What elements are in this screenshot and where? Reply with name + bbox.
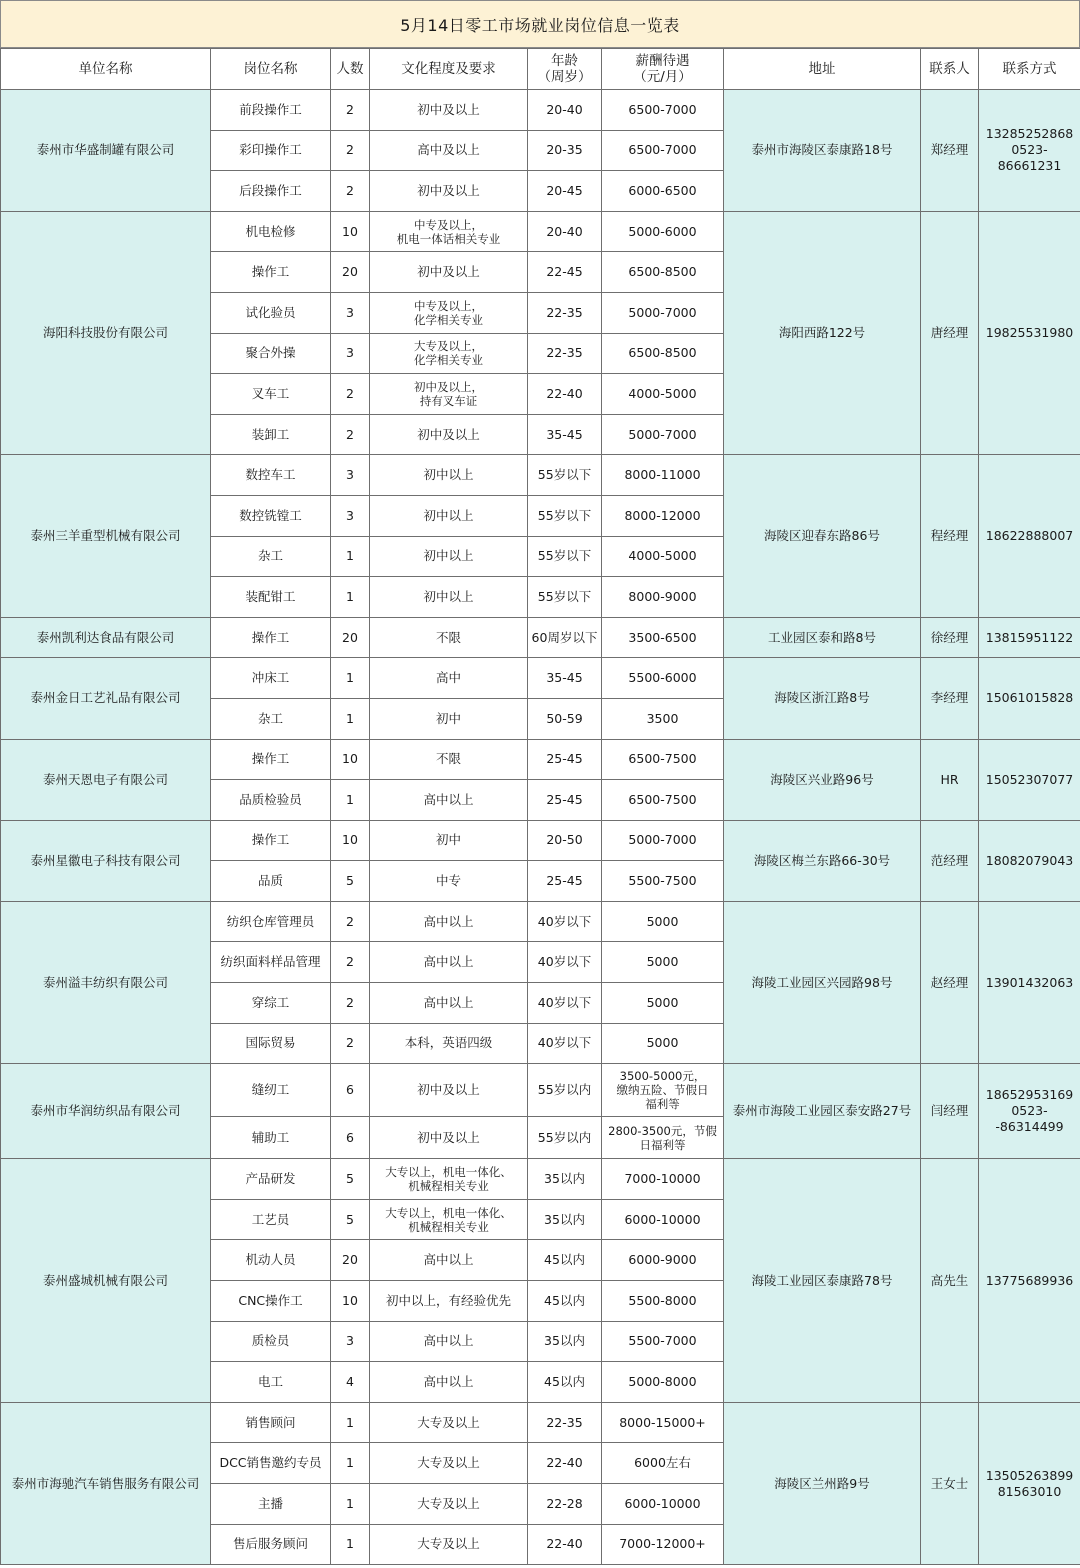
job-position: 前段操作工 [211,90,331,131]
job-age: 22-35 [528,1402,602,1443]
job-education: 初中及以上 [370,414,528,455]
header-phone: 联系方式 [979,49,1080,90]
job-education: 初中及以上 [370,171,528,212]
job-count: 1 [331,536,370,577]
job-age: 55岁以下 [528,455,602,496]
job-count: 10 [331,211,370,252]
job-salary: 8000-12000 [602,495,724,536]
job-position: 装卸工 [211,414,331,455]
job-salary: 7000-12000+ [602,1524,724,1565]
job-education: 初中以上 [370,455,528,496]
table-row [1,901,1080,942]
job-position: 杂工 [211,698,331,739]
job-age: 25-45 [528,739,602,780]
job-education: 高中及以上 [370,130,528,171]
job-count: 6 [331,1064,370,1117]
job-count: 2 [331,1023,370,1064]
company-address: 海阳西路122号 [724,211,921,455]
job-education: 大专及以上 [370,1443,528,1484]
job-age: 55岁以下 [528,495,602,536]
job-position: 品质检验员 [211,780,331,821]
company-phone: 15052307077 [979,739,1080,820]
job-age: 55岁以下 [528,536,602,577]
company-contact: 徐经理 [921,617,979,658]
job-position: 杂工 [211,536,331,577]
job-age: 60周岁以下 [528,617,602,658]
company-contact: 李经理 [921,658,979,739]
job-salary: 8000-15000+ [602,1402,724,1443]
company-contact: 王女士 [921,1402,979,1564]
table-row [1,820,1080,861]
company-phone: 13815951122 [979,617,1080,658]
company-name: 泰州凯利达食品有限公司 [1,617,211,658]
job-education: 初中及以上 [370,90,528,131]
job-age: 20-50 [528,820,602,861]
job-count: 10 [331,1281,370,1322]
job-age: 35以内 [528,1159,602,1200]
job-count: 3 [331,495,370,536]
job-position: 产品研发 [211,1159,331,1200]
job-education: 高中以上 [370,1321,528,1362]
page-title: 5月14日零工市场就业岗位信息一览表 [0,0,1080,48]
job-count: 10 [331,739,370,780]
job-age: 55岁以内 [528,1064,602,1117]
job-salary: 5000 [602,901,724,942]
table-body [1,90,1080,1565]
job-age: 40岁以下 [528,942,602,983]
job-age: 40岁以下 [528,1023,602,1064]
job-education: 大专及以上 [370,1402,528,1443]
company-address: 海陵工业园区兴园路98号 [724,901,921,1063]
job-education: 中专及以上， 化学相关专业 [370,292,528,333]
job-count: 5 [331,1159,370,1200]
job-age: 22-35 [528,292,602,333]
job-education: 初中以上 [370,577,528,618]
job-salary: 6500-7500 [602,780,724,821]
job-education: 不限 [370,739,528,780]
table-row [1,1064,1080,1117]
job-education: 初中及以上 [370,1064,528,1117]
company-address: 海陵区兰州路9号 [724,1402,921,1564]
header-age: 年龄 （周岁） [528,49,602,90]
company-name: 泰州市华盛制罐有限公司 [1,90,211,212]
company-address: 海陵区梅兰东路66-30号 [724,820,921,901]
job-salary: 7000-10000 [602,1159,724,1200]
job-salary: 5500-8000 [602,1281,724,1322]
job-count: 2 [331,983,370,1024]
job-position: 聚合外操 [211,333,331,374]
header-contact: 联系人 [921,49,979,90]
job-age: 40岁以下 [528,983,602,1024]
job-count: 6 [331,1117,370,1159]
job-count: 2 [331,901,370,942]
job-age: 20-40 [528,211,602,252]
job-position: 后段操作工 [211,171,331,212]
job-salary: 6000左右 [602,1443,724,1484]
job-position: 试化验员 [211,292,331,333]
company-name: 泰州溢丰纺织有限公司 [1,901,211,1063]
job-age: 22-45 [528,252,602,293]
job-age: 35以内 [528,1199,602,1240]
table-row [1,455,1080,496]
company-name: 泰州市华润纺织品有限公司 [1,1064,211,1159]
job-education: 高中以上 [370,942,528,983]
job-salary: 3500-6500 [602,617,724,658]
job-age: 45以内 [528,1240,602,1281]
company-address: 海陵工业园区泰康路78号 [724,1159,921,1403]
job-count: 2 [331,374,370,415]
company-name: 泰州三羊重型机械有限公司 [1,455,211,617]
company-address: 泰州市海陵工业园区泰安路27号 [724,1064,921,1159]
job-position: 操作工 [211,252,331,293]
job-count: 1 [331,698,370,739]
job-count: 1 [331,658,370,699]
job-age: 35-45 [528,414,602,455]
job-count: 5 [331,1199,370,1240]
company-name: 泰州市海驰汽车销售服务有限公司 [1,1402,211,1564]
job-salary: 6000-6500 [602,171,724,212]
job-age: 25-45 [528,780,602,821]
job-salary: 5000 [602,1023,724,1064]
job-position: 操作工 [211,820,331,861]
job-salary: 5500-7500 [602,861,724,902]
job-age: 45以内 [528,1362,602,1403]
job-salary: 6500-8500 [602,252,724,293]
job-salary: 8000-11000 [602,455,724,496]
job-count: 1 [331,1524,370,1565]
company-name: 海阳科技股份有限公司 [1,211,211,455]
job-count: 1 [331,577,370,618]
job-count: 3 [331,292,370,333]
job-salary: 5000-7000 [602,820,724,861]
job-position: 冲床工 [211,658,331,699]
job-age: 22-40 [528,1443,602,1484]
job-age: 20-35 [528,130,602,171]
job-salary: 6000-10000 [602,1484,724,1525]
job-education: 不限 [370,617,528,658]
job-position: 电工 [211,1362,331,1403]
job-position: 操作工 [211,739,331,780]
job-education: 大专以上，机电一体化、 机械程相关专业 [370,1199,528,1240]
job-count: 2 [331,414,370,455]
job-age: 22-28 [528,1484,602,1525]
job-salary: 5000 [602,983,724,1024]
job-position: DCC销售邀约专员 [211,1443,331,1484]
job-salary: 4000-5000 [602,536,724,577]
table-row [1,1159,1080,1200]
company-contact: 高先生 [921,1159,979,1403]
job-position: 操作工 [211,617,331,658]
header-position: 岗位名称 [211,49,331,90]
company-contact: HR [921,739,979,820]
company-address: 泰州市海陵区泰康路18号 [724,90,921,212]
job-count: 2 [331,171,370,212]
header-row [1,49,1080,90]
job-age: 22-40 [528,374,602,415]
header-salary: 薪酬待遇 （元/月） [602,49,724,90]
table-row [1,617,1080,658]
job-salary: 6000-10000 [602,1199,724,1240]
company-contact: 闫经理 [921,1064,979,1159]
job-count: 20 [331,1240,370,1281]
table-row [1,90,1080,131]
job-position: 缝纫工 [211,1064,331,1117]
job-age: 55岁以下 [528,577,602,618]
job-salary: 5000-6000 [602,211,724,252]
job-position: 叉车工 [211,374,331,415]
job-salary: 6500-7000 [602,90,724,131]
company-phone: 13285252868 0523-86661231 [979,90,1080,212]
job-education: 高中以上 [370,983,528,1024]
job-age: 20-45 [528,171,602,212]
job-age: 35-45 [528,658,602,699]
job-education: 初中 [370,820,528,861]
company-name: 泰州金日工艺礼品有限公司 [1,658,211,739]
company-contact: 范经理 [921,820,979,901]
company-phone: 18082079043 [979,820,1080,901]
job-count: 20 [331,617,370,658]
job-count: 1 [331,1402,370,1443]
job-education: 高中 [370,658,528,699]
job-count: 3 [331,455,370,496]
job-position: 穿综工 [211,983,331,1024]
company-address: 海陵区迎春东路86号 [724,455,921,617]
job-position: 彩印操作工 [211,130,331,171]
job-education: 大专及以上， 化学相关专业 [370,333,528,374]
job-education: 大专及以上 [370,1484,528,1525]
job-salary: 2800-3500元，节假 日福利等 [602,1117,724,1159]
job-count: 5 [331,861,370,902]
job-education: 大专以上，机电一体化、 机械程相关专业 [370,1159,528,1200]
job-count: 2 [331,90,370,131]
job-education: 初中及以上 [370,252,528,293]
job-age: 55岁以内 [528,1117,602,1159]
company-contact: 程经理 [921,455,979,617]
job-position: 纺织面料样品管理 [211,942,331,983]
job-education: 初中 [370,698,528,739]
job-position: 装配钳工 [211,577,331,618]
job-education: 初中以上 [370,495,528,536]
job-salary: 5000-7000 [602,292,724,333]
job-salary: 6500-7000 [602,130,724,171]
job-salary: 5000 [602,942,724,983]
job-position: 机动人员 [211,1240,331,1281]
job-position: 机电检修 [211,211,331,252]
job-education: 初中以上 [370,536,528,577]
job-count: 4 [331,1362,370,1403]
job-education: 高中以上 [370,901,528,942]
jobs-table [0,48,1080,1565]
header-count: 人数 [331,49,370,90]
job-salary: 6500-7500 [602,739,724,780]
job-education: 高中以上 [370,1240,528,1281]
job-position: 辅助工 [211,1117,331,1159]
job-salary: 8000-9000 [602,577,724,618]
job-position: 品质 [211,861,331,902]
job-age: 22-35 [528,333,602,374]
header-education: 文化程度及要求 [370,49,528,90]
company-name: 泰州天恩电子有限公司 [1,739,211,820]
job-count: 3 [331,333,370,374]
job-position: 质检员 [211,1321,331,1362]
job-education: 初中及以上， 持有叉车证 [370,374,528,415]
job-salary: 5500-6000 [602,658,724,699]
header-address: 地址 [724,49,921,90]
job-age: 22-40 [528,1524,602,1565]
table-row [1,658,1080,699]
company-phone: 13901432063 [979,901,1080,1063]
job-position: 纺织仓库管理员 [211,901,331,942]
job-education: 中专 [370,861,528,902]
job-salary: 4000-5000 [602,374,724,415]
company-phone: 13505263899 81563010 [979,1402,1080,1564]
job-education: 大专及以上 [370,1524,528,1565]
job-salary: 5500-7000 [602,1321,724,1362]
company-contact: 赵经理 [921,901,979,1063]
company-address: 工业园区泰和路8号 [724,617,921,658]
job-position: 数控车工 [211,455,331,496]
company-contact: 郑经理 [921,90,979,212]
job-count: 1 [331,1443,370,1484]
job-count: 3 [331,1321,370,1362]
job-position: 销售顾问 [211,1402,331,1443]
job-education: 中专及以上， 机电一体话相关专业 [370,211,528,252]
job-count: 2 [331,942,370,983]
job-salary: 5000-7000 [602,414,724,455]
job-education: 高中以上 [370,780,528,821]
company-address: 海陵区兴业路96号 [724,739,921,820]
job-count: 20 [331,252,370,293]
job-age: 25-45 [528,861,602,902]
job-age: 40岁以下 [528,901,602,942]
job-position: CNC操作工 [211,1281,331,1322]
job-age: 45以内 [528,1281,602,1322]
job-count: 1 [331,780,370,821]
job-salary: 6500-8500 [602,333,724,374]
job-education: 初中及以上 [370,1117,528,1159]
job-salary: 3500 [602,698,724,739]
company-phone: 18622888007 [979,455,1080,617]
company-phone: 18652953169 0523--86314499 [979,1064,1080,1159]
job-position: 主播 [211,1484,331,1525]
job-education: 高中以上 [370,1362,528,1403]
job-count: 2 [331,130,370,171]
table-row [1,739,1080,780]
job-age: 20-40 [528,90,602,131]
company-phone: 19825531980 [979,211,1080,455]
job-position: 售后服务顾问 [211,1524,331,1565]
job-salary: 6000-9000 [602,1240,724,1281]
header-company: 单位名称 [1,49,211,90]
job-salary: 3500-5000元， 缴纳五险、节假日 福利等 [602,1064,724,1117]
job-count: 1 [331,1484,370,1525]
table-row [1,211,1080,252]
job-education: 初中以上，有经验优先 [370,1281,528,1322]
company-name: 泰州星徽电子科技有限公司 [1,820,211,901]
job-education: 本科，英语四级 [370,1023,528,1064]
company-name: 泰州盛城机械有限公司 [1,1159,211,1403]
job-position: 工艺员 [211,1199,331,1240]
job-age: 35以内 [528,1321,602,1362]
company-phone: 15061015828 [979,658,1080,739]
job-count: 10 [331,820,370,861]
company-phone: 13775689936 [979,1159,1080,1403]
job-position: 数控铣镗工 [211,495,331,536]
table-row [1,1402,1080,1443]
company-address: 海陵区浙江路8号 [724,658,921,739]
job-salary: 5000-8000 [602,1362,724,1403]
company-contact: 唐经理 [921,211,979,455]
job-age: 50-59 [528,698,602,739]
job-position: 国际贸易 [211,1023,331,1064]
